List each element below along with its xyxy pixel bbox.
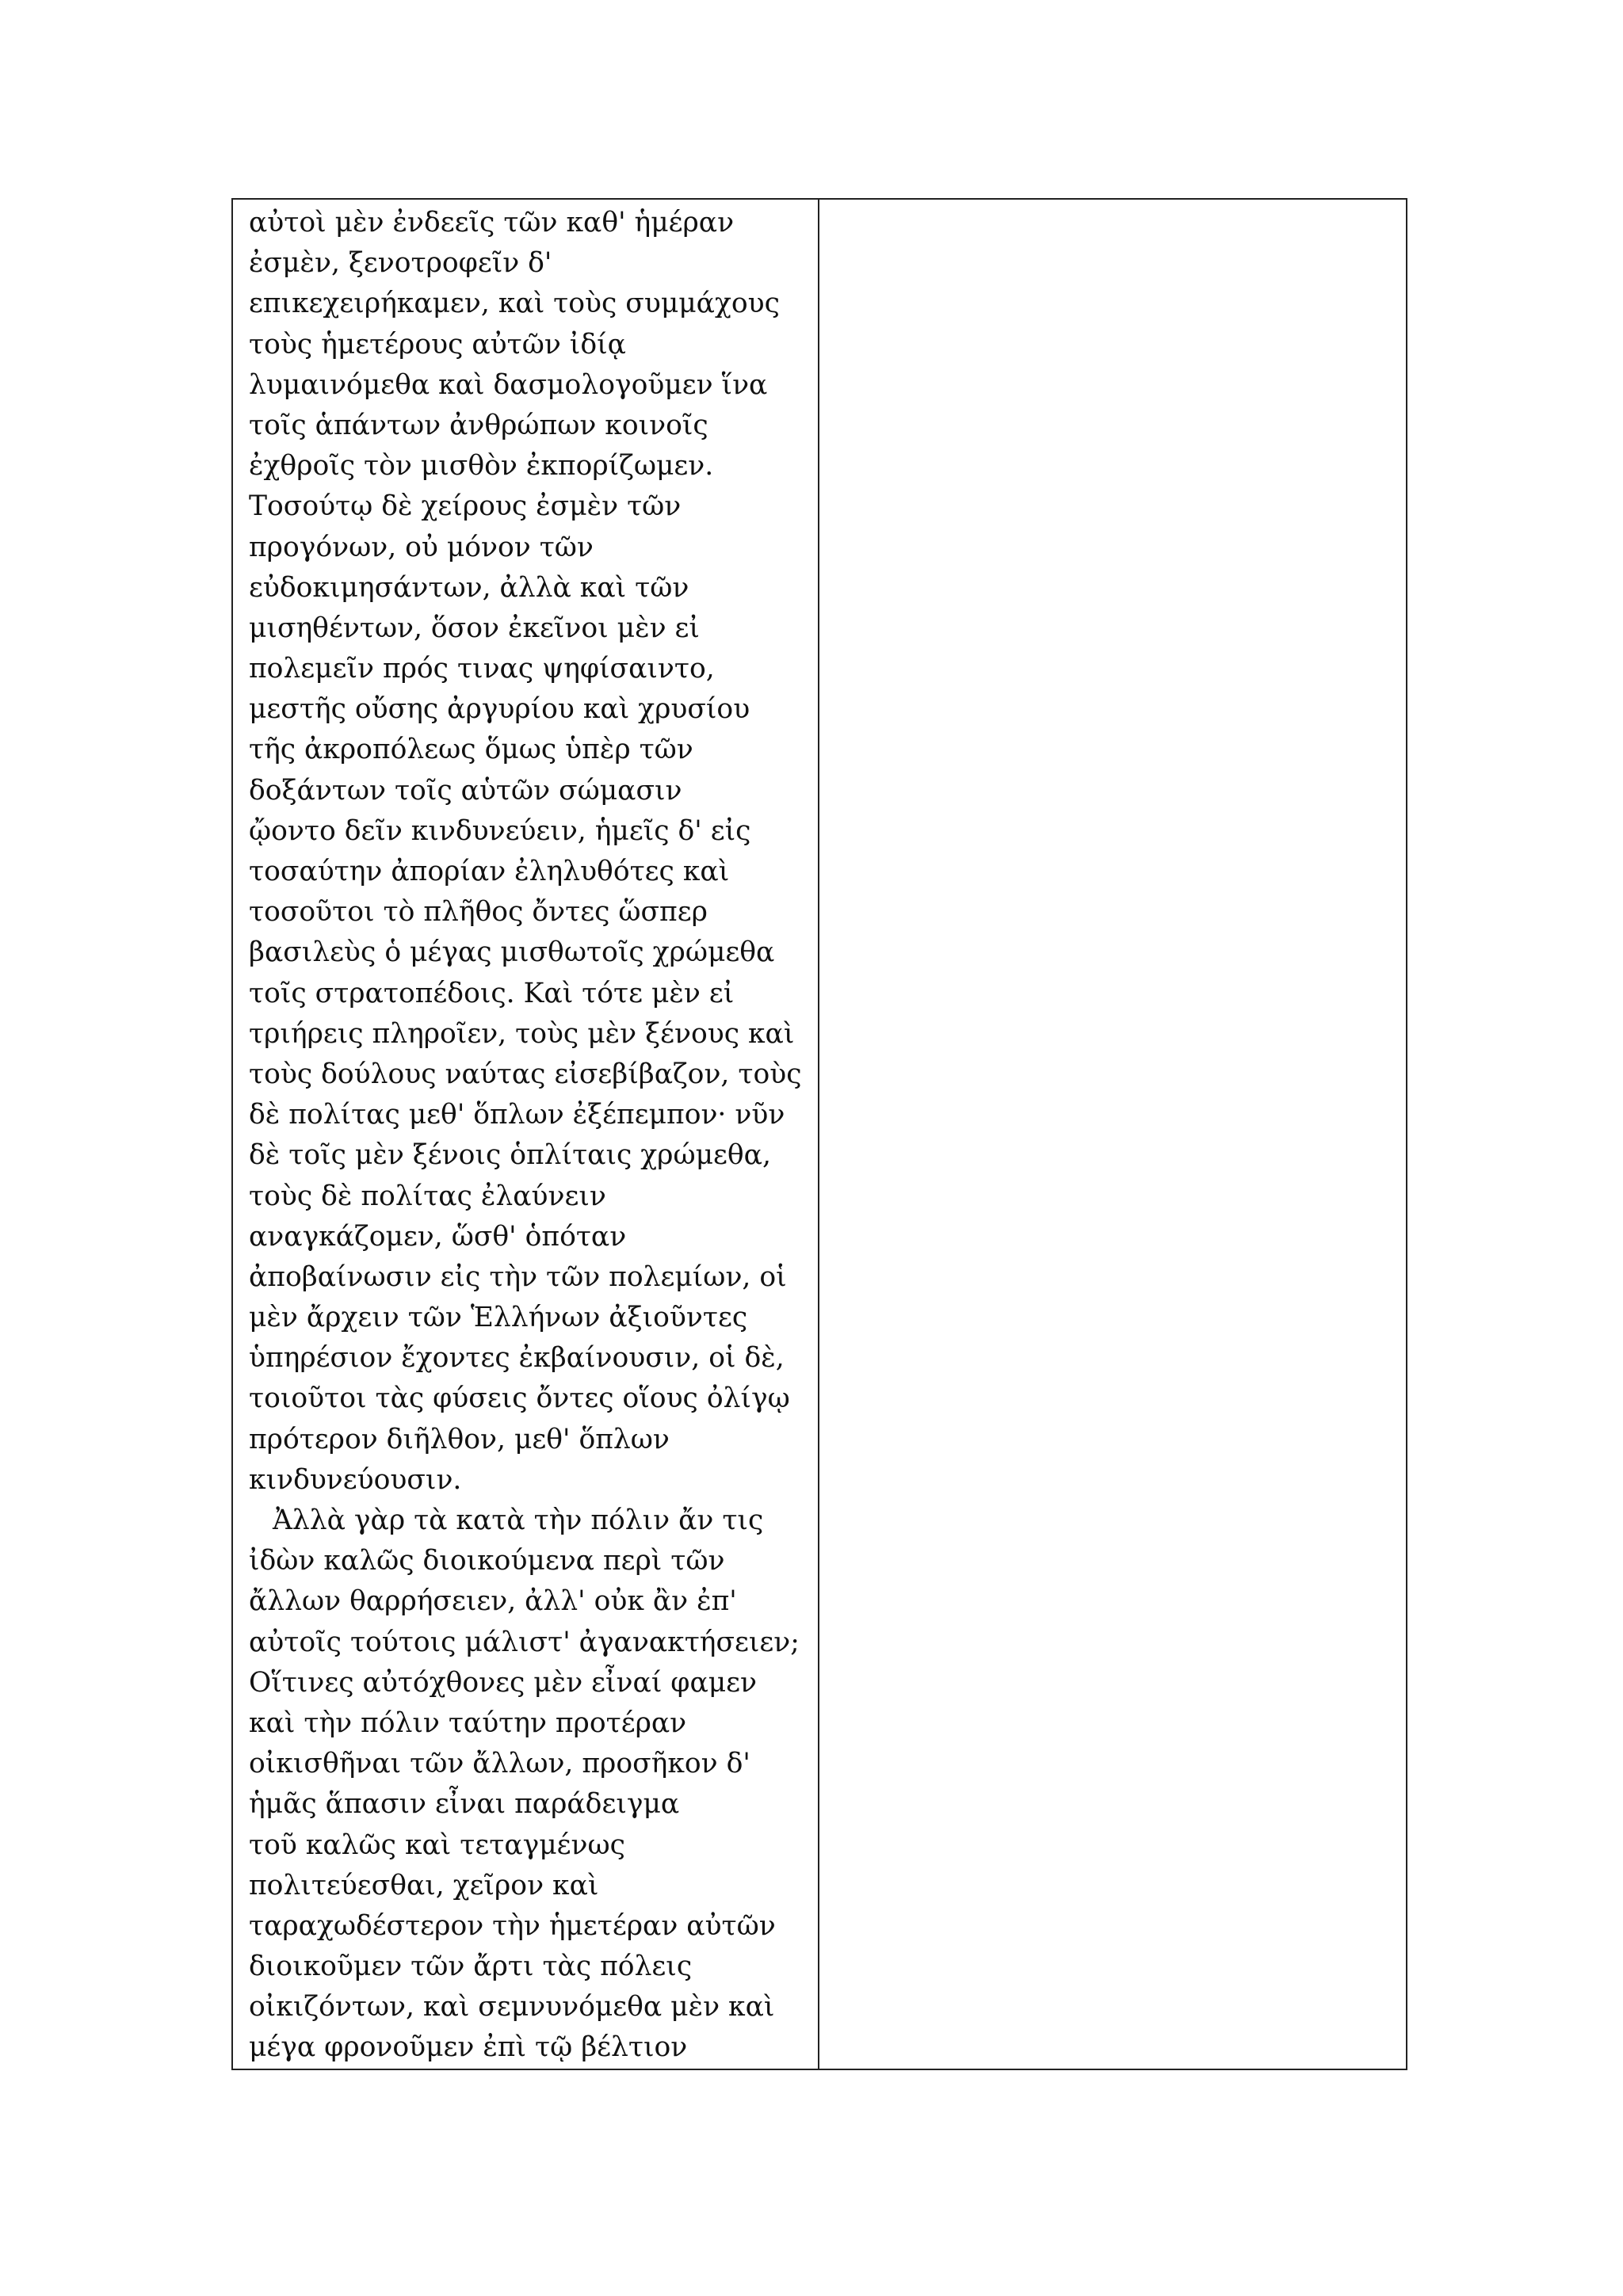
text-line: τοὺς ἡμετέρους αὐτῶν ἰδίᾳ [249, 328, 626, 360]
text-line: αὐτοὶ μὲν ἐνδεεῖς τῶν καθ' ἡμέραν [249, 207, 735, 238]
text-line: Ἀλλὰ γὰρ τὰ κατὰ τὴν πόλιν ἄν τις [273, 1505, 764, 1536]
text-line: δὲ τοῖς μὲν ξένοις ὁπλίταις χρώμεθα, [249, 1139, 771, 1172]
text-line: τοῦ καλῶς καὶ τεταγμένως [249, 1829, 625, 1861]
text-line: μὲν ἄρχειν τῶν Ἑλλήνων ἀξιοῦντες [249, 1302, 748, 1334]
text-line: διοικοῦμεν τῶν ἄρτι τὰς πόλεις [249, 1951, 693, 1983]
text-line: τριήρεις πληροῖεν, τοὺς μὲν ξένους καὶ [249, 1017, 795, 1050]
text-line: πολεμεῖν πρός τινας ψηφίσαιντο, [249, 653, 715, 685]
text-line: τοὺς δούλους ναύτας εἰσεβίβαζον, τοὺς [249, 1058, 802, 1090]
table-row [232, 199, 1407, 2069]
text-line: κινδυνεύουσιν. [249, 1463, 462, 1496]
text-line: δὲ πολίτας μεθ' ὅπλων ἐξέπεμπον· νῦν [249, 1099, 785, 1131]
text-line: ἐχθροῖς τὸν μισθὸν ἐκπορίζωμεν. [249, 450, 714, 482]
text-line: πολιτεύεσθαι, χεῖρον καὶ [249, 1869, 599, 1901]
text-line: ἰδὼν καλῶς διοικούμενα περὶ τῶν [249, 1545, 725, 1577]
text-line: αὐτοῖς τούτοις μάλιστ' ἀγανακτήσειεν; [249, 1626, 800, 1658]
text-line: μεστῆς οὔσης ἀργυρίου καὶ χρυσίου [249, 693, 750, 726]
text-line: αναγκάζομεν, ὥσθ' ὁπόταν [249, 1220, 627, 1253]
text-line: μέγα φρονοῦμεν ἐπὶ τῷ βέλτιον [249, 2031, 688, 2064]
text-line: ταραχωδέστερον τὴν ἡμετέραν αὐτῶν [249, 1909, 776, 1942]
text-line: τῆς ἀκροπόλεως ὅμως ὑπὲρ τῶν [249, 734, 693, 766]
text-line: ἄλλων θαρρήσειεν, ἀλλ' οὐκ ἂν ἐπ' [249, 1585, 737, 1618]
text-line: οἰκισθῆναι τῶν ἄλλων, προσῆκον δ' [249, 1748, 750, 1780]
text-line: ᾤοντο δεῖν κινδυνεύειν, ἡμεῖς δ' εἰς [249, 814, 751, 847]
text-line: βασιλεὺς ὁ μέγας μισθωτοῖς χρώμεθα [249, 936, 775, 969]
text-line: Οἵτινες αὐτόχθονες μὲν εἶναί φαμεν [249, 1666, 758, 1699]
empty-translation-cell [819, 199, 1407, 2069]
text-line: πρότερον διῆλθον, μεθ' ὅπλων [249, 1423, 670, 1455]
two-column-table [231, 198, 1407, 2070]
text-line: Τοσούτῳ δὲ χείρους ἐσμὲν τῶν [249, 490, 682, 523]
text-line: οἰκιζόντων, καὶ σεμνυνόμεθα μὲν καὶ [249, 1991, 775, 2023]
text-line: ἀποβαίνωσιν εἰς τὴν τῶν πολεμίων, οἱ [249, 1261, 787, 1293]
text-line: τοσαύτην ἀπορίαν ἐληλυθότες καὶ [249, 856, 730, 887]
greek-text-cell [232, 199, 819, 2069]
greek-text-block [233, 200, 818, 2069]
text-line: τοῖς στρατοπέδοις. Καὶ τότε μὲν εἰ [249, 977, 735, 1009]
text-line: ἐσμὲν, ξενοτροφεῖν δ' [249, 247, 552, 280]
text-line: ἡμᾶς ἅπασιν εἶναι παράδειγμα [249, 1788, 680, 1821]
text-line: τοσοῦτοι τὸ πλῆθος ὄντες ὥσπερ [249, 896, 708, 929]
text-line: λυμαινόμεθα καὶ δασμολογοῦμεν ἵνα [249, 368, 768, 401]
text-line: προγόνων, οὐ μόνον τῶν [249, 531, 594, 563]
text-line: τοιοῦτοι τὰς φύσεις ὄντες οἵους ὀλίγῳ [249, 1383, 790, 1415]
text-line: τοῖς ἁπάντων ἀνθρώπων κοινοῖς [249, 409, 708, 441]
text-line: δοξάντων τοῖς αὑτῶν σώμασιν [249, 774, 682, 807]
text-line: επικεχειρήκαμεν, καὶ τοὺς συμμάχους [249, 288, 780, 320]
text-line: καὶ τὴν πόλιν ταύτην προτέραν [249, 1707, 687, 1739]
text-line: τοὺς δὲ πολίτας ἐλαύνειν [249, 1180, 606, 1212]
text-line: εὐδοκιμησάντων, ἀλλὰ καὶ τῶν [249, 571, 689, 604]
text-line: μισηθέντων, ὅσον ἐκεῖνοι μὲν εἰ [249, 612, 700, 644]
text-line: ὑπηρέσιον ἔχοντες ἐκβαίνουσιν, οἱ δὲ, [249, 1342, 785, 1375]
